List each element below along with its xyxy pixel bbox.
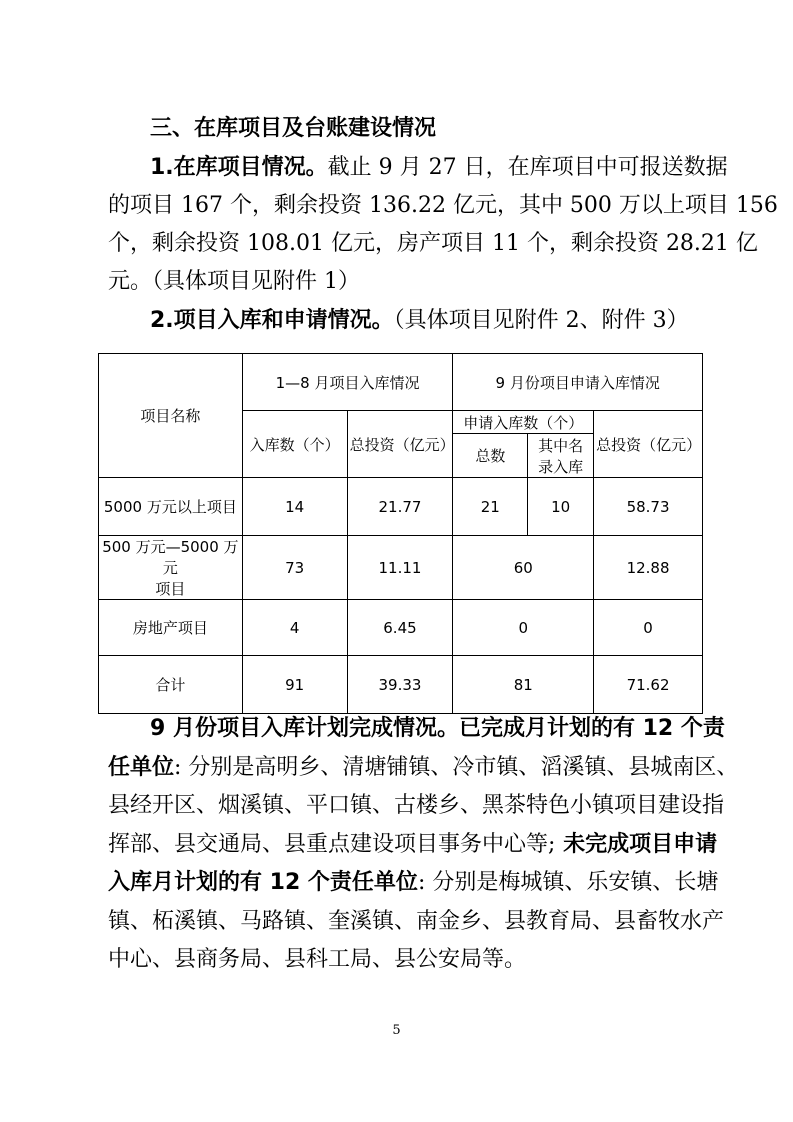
table-row xyxy=(99,536,703,600)
para1-line2: 的项目 167 个，剩余投资 136.22 亿元，其中 500 万以上项目 156 xyxy=(108,193,778,218)
para3-line5 xyxy=(108,868,719,898)
para1-line4: 元。（具体项目见附件 1） xyxy=(108,269,360,294)
row-sep-invest: 71.62 xyxy=(594,656,703,714)
para3-line5-text: : 分别是梅城镇、乐安镇、长塘 xyxy=(417,870,719,895)
row-sep-invest: 58.73 xyxy=(594,478,703,536)
para3-line4 xyxy=(108,830,718,860)
table-row xyxy=(99,478,703,536)
para1-line3: 个，剩余投资 108.01 亿元，房产项目 11 个，剩余投资 28.21 亿 xyxy=(108,231,758,256)
para3-line1: 9 月份项目入库计划完成情况。已完成月计划的有 12 个责 xyxy=(150,716,725,741)
para3-line2 xyxy=(108,753,739,783)
header-invest: 总投资（亿元） xyxy=(347,411,453,478)
para1-label: 1.在库项目情况。 xyxy=(150,155,328,180)
para3-line2-text: : 分别是高明乡、清塘铺镇、冷市镇、滔溪镇、县城南区、 xyxy=(174,755,739,780)
row-invest: 11.11 xyxy=(347,536,453,600)
para2-label: 2.项目入库和申请情况。 xyxy=(150,308,394,333)
row-count: 14 xyxy=(242,478,347,536)
para3-line4-bold: 未完成项目申请 xyxy=(555,832,718,857)
row-name-line2: 项目 xyxy=(155,580,186,598)
row-count: 4 xyxy=(242,600,347,656)
row-name-line1: 500 万元—5000 万元 xyxy=(102,538,239,577)
para1-line1-text: 截止 9 月 27 日，在库项目中可报送数据 xyxy=(327,155,728,180)
header-count: 入库数（个） xyxy=(242,411,347,478)
row-name: 合计 xyxy=(99,656,243,714)
row-invest: 39.33 xyxy=(347,656,453,714)
header-september: 9 月份项目申请入库情况 xyxy=(453,354,703,411)
row-sep-invest: 12.88 xyxy=(594,536,703,600)
row-invest: 6.45 xyxy=(347,600,453,656)
row-name xyxy=(99,536,243,600)
row-apply: 0 xyxy=(453,600,594,656)
row-apply: 60 xyxy=(453,536,594,600)
row-count: 73 xyxy=(242,536,347,600)
para2-line xyxy=(150,306,689,336)
table-row xyxy=(99,656,703,714)
header-named-line2: 录入库 xyxy=(538,457,584,476)
row-sep-invest: 0 xyxy=(594,600,703,656)
project-table xyxy=(98,353,703,714)
para3-line4-text: 挥部、县交通局、县重点建设项目事务中心等; xyxy=(108,832,556,857)
para3-bold2: 任单位 xyxy=(108,755,175,780)
table-row xyxy=(99,600,703,656)
page-number: 5 xyxy=(392,1023,401,1038)
para3-line3: 县经开区、烟溪镇、平口镇、古楼乡、黑茶特色小镇项目建设指 xyxy=(108,793,725,818)
para3-line7: 中心、县商务局、县科工局、县公安局等。 xyxy=(108,947,527,972)
section-heading: 三、在库项目及台账建设情况 xyxy=(150,116,437,141)
header-apply-count: 申请入库数（个） xyxy=(453,411,594,434)
header-jan-aug: 1—8 月项目入库情况 xyxy=(242,354,453,411)
header-named-line1: 其中名 xyxy=(538,436,584,455)
para1-line1 xyxy=(150,153,728,183)
row-count: 91 xyxy=(242,656,347,714)
row-invest: 21.77 xyxy=(347,478,453,536)
header-total: 总数 xyxy=(453,434,528,478)
row-total: 21 xyxy=(453,478,528,536)
header-sep-invest: 总投资（亿元） xyxy=(594,411,703,478)
para2-rest: （具体项目见附件 2、附件 3） xyxy=(393,308,689,333)
row-name: 房地产项目 xyxy=(99,600,243,656)
row-name: 5000 万元以上项目 xyxy=(99,478,243,536)
header-project-name: 项目名称 xyxy=(99,354,243,478)
para3-line6: 镇、柘溪镇、马路镇、奎溪镇、南金乡、县教育局、县畜牧水产 xyxy=(108,909,725,934)
header-named xyxy=(528,434,594,478)
row-named: 10 xyxy=(528,478,594,536)
row-apply: 81 xyxy=(453,656,594,714)
para3-line5-bold: 入库月计划的有 12 个责任单位 xyxy=(108,870,418,895)
